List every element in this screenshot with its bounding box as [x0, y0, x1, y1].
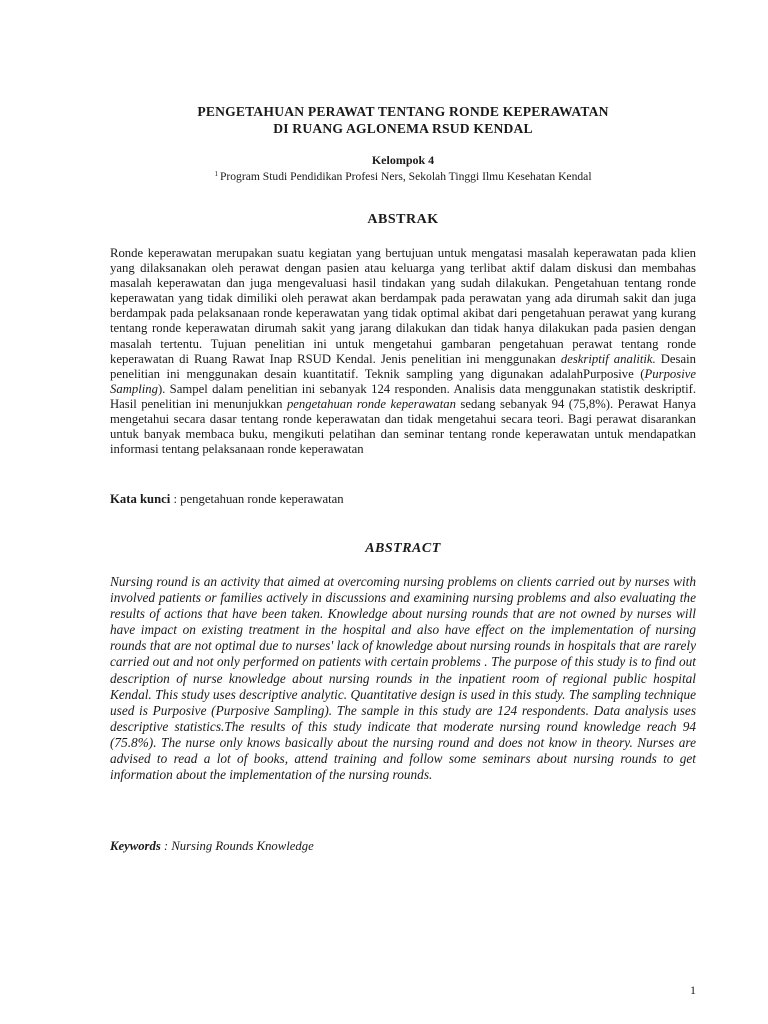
keywords-text: : Nursing Rounds Knowledge: [160, 839, 314, 853]
abstrak-text-1: Ronde keperawatan merupakan suatu kegiatan yang bertujuan untuk mengatasi masalah keperawatan pada klien yang dilaksanakan oleh perawat dengan pasien atau keluarga yang terlibat aktif dalam diskusi dan membahas masalah keperawatan dan juga mengevaluasi hasil tindakan yang sudah dilakukan. Pengetahuan tentang ronde keperawatan yang tidak dimiliki oleh perawat akan berdampak pada perawatan yang ada dirumah sakit dan juga berdampak pada pelaksanaan ronde keperawatan yang tidak optimal akibat dari pengetahuan perawat yang kurang tentang ronde keperawatan dirumah sakit yang jarang dilakukan dan tidak hanya dilakukan pada pasien dengan masalah tertentu. Tujuan penelitian ini untuk mengetahui gambaran pengetahuan perawat tentang ronde keperawatan di Ruang Rawat Inap RSUD Kendal. Jenis penelitian ini menggunakan: [110, 246, 696, 366]
affiliation-marker: 1: [214, 170, 218, 178]
kata-kunci: [110, 492, 696, 507]
paper-title-line-2: DI RUANG AGLONEMA RSUD KENDAL: [273, 121, 533, 136]
author-group: Kelompok 4: [371, 153, 435, 167]
abstrak-paragraph: [110, 246, 696, 457]
paper-title-line-1: PENGETAHUAN PERAWAT TENTANG RONDE KEPERAWATAN: [197, 104, 609, 119]
keywords: [110, 839, 696, 854]
abstrak-text-3: ). Sampel dalam penelitian ini sebanyak 124 responden. Analisis data menggunakan statistik deskriptif. Hasil penelitian ini menunjukkan: [110, 381, 696, 411]
abstrak-text-4: sedang sebanyak 94 (75,8%). Perawat Hanya mengetahui secara dasar tentang ronde keperawatan dan tidak mengetahui secara teori. Bagi perawat disarankan untuk banyak membaca buku, mengikuti pelatihan dan seminar tentang ronde keperawatan untuk mendapatkan informasi tentang pelaksanaan ronde keperawatan: [110, 396, 696, 457]
abstrak-heading: ABSTRAK: [367, 212, 439, 227]
abstract-heading: ABSTRACT: [365, 541, 441, 556]
affiliation-text: Program Studi Pendidikan Profesi Ners, Sekolah Tinggi Ilmu Kesehatan Kendal: [219, 170, 592, 183]
abstrak-italic-1: deskriptif analitik.: [560, 351, 656, 366]
abstrak-italic-2: Purposive Sampling: [110, 366, 696, 396]
abstract-paragraph: Nursing round is an activity that aimed at overcoming nursing problems on clients carried out by nurses with involved patients or families actively in discussions and examining nursing problems and also evaluating the results of actions that have been taken. Knowledge about nursing rounds that are not owned by nurses will have impact on existing treatment in the hospital and also have effect on the implementation of nursing rounds that are not optimal due to nurses' lack of knowledge about nursing rounds in hospitals that are rarely carried out and not only performed on patients with certain problems . The purpose of this study is to find out description of nurse knowledge about nursing rounds in the inpatient room of regional public hospital Kendal. This study uses descriptive analytic. Quantitative design is used in this study. The sampling technique used is Purposive (Purposive Sampling). The sample in this study are 124 respondents. Data analysis uses descriptive statistics.The results of this study indicate that moderate nursing round knowledge reach 94 (75.8%). The nurse only knows basically about the nursing round and does not know in theory. Nurses are advised to read a lot of books, attend training and follow some seminars about nursing rounds to get information about the implementation of the nursing rounds.: [110, 574, 696, 783]
abstrak-text-2: Desain penelitian ini menggunakan desain kuantitatif. Teknik sampling yang digunakan adalahPurposive (: [110, 351, 696, 381]
affiliation: [110, 167, 696, 184]
kata-kunci-text: : pengetahuan ronde keperawatan: [170, 492, 344, 506]
kata-kunci-label: Kata kunci: [110, 492, 171, 506]
page-number: 1: [690, 983, 696, 997]
keywords-label: Keywords: [110, 839, 161, 853]
paper-title: [110, 103, 696, 137]
abstrak-italic-3: pengetahuan ronde keperawatan: [286, 396, 456, 411]
document-page: [110, 0, 696, 1024]
